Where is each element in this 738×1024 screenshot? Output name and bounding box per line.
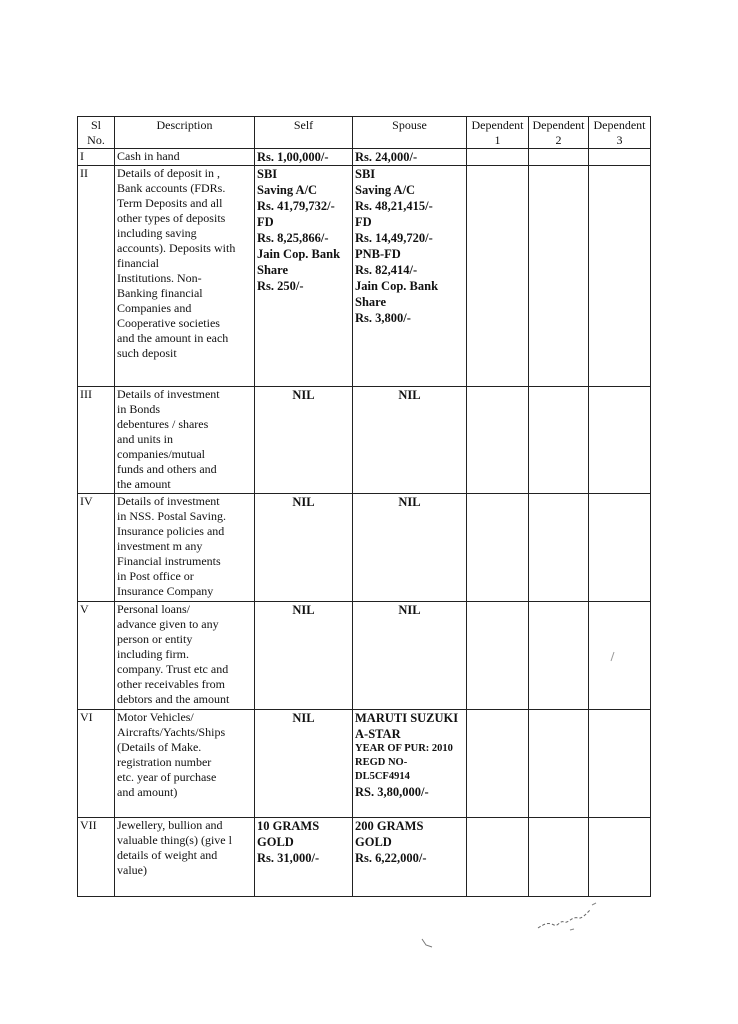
- signature-scribble: [530, 900, 610, 935]
- spouse-cell: NIL: [353, 387, 467, 494]
- description-cell: Motor Vehicles/ Aircrafts/Yachts/Ships (Details of Make. registration number etc. year of purchase and amount): [115, 710, 255, 818]
- dependent-3-cell: [589, 387, 651, 494]
- header-sl: Sl No.: [78, 117, 115, 149]
- dependent-1-cell: [467, 494, 529, 602]
- self-cell: Rs. 1,00,000/-: [255, 149, 353, 166]
- dependent-1-cell: [467, 818, 529, 897]
- spouse-cell: SBI Saving A/C Rs. 48,21,415/- FD Rs. 14,49,720/- PNB-FD Rs. 82,414/- Jain Cop. Bank Share Rs. 3,800/-: [353, 166, 467, 387]
- dependent-2-cell: [529, 494, 589, 602]
- dependent-2-cell: [529, 818, 589, 897]
- spouse-cell: 200 GRAMS GOLD Rs. 6,22,000/-: [353, 818, 467, 897]
- header-spouse: Spouse: [353, 117, 467, 149]
- dependent-2-cell: [529, 149, 589, 166]
- spouse-cell: NIL: [353, 602, 467, 710]
- header-description: Description: [115, 117, 255, 149]
- description-cell: Details of investment in Bonds debentures / shares and units in companies/mutual funds and others and the amount: [115, 387, 255, 494]
- header-self: Self: [255, 117, 353, 149]
- dependent-3-cell: [589, 710, 651, 818]
- dependent-3-cell: [589, 149, 651, 166]
- row-number: V: [78, 602, 115, 710]
- row-number: I: [78, 149, 115, 166]
- self-cell: 10 GRAMS GOLD Rs. 31,000/-: [255, 818, 353, 897]
- dependent-2-cell: [529, 602, 589, 710]
- dependent-3-cell: [589, 166, 651, 387]
- spouse-cell: Rs. 24,000/-: [353, 149, 467, 166]
- description-cell: Details of investment in NSS. Postal Saving. Insurance policies and investment m any Financial instruments in Post office or Insurance Company: [115, 494, 255, 602]
- table-row: [78, 166, 651, 387]
- spouse-cell: NIL: [353, 494, 467, 602]
- description-cell: Jewellery, bullion and valuable thing(s) (give l details of weight and value): [115, 818, 255, 897]
- header-dependent-3: Dependent 3: [589, 117, 651, 149]
- dependent-1-cell: [467, 149, 529, 166]
- row-number: VII: [78, 818, 115, 897]
- table-row: [78, 494, 651, 602]
- table-row: [78, 387, 651, 494]
- dependent-1-cell: [467, 710, 529, 818]
- header-dependent-1: Dependent 1: [467, 117, 529, 149]
- description-cell: Details of deposit in , Bank accounts (FDRs. Term Deposits and all other types of deposits including saving accounts). Deposits with financial Institutions. Non- Banking financial Companies and Cooperative societies and the amount in each such deposit: [115, 166, 255, 387]
- row-number: VI: [78, 710, 115, 818]
- dependent-1-cell: [467, 602, 529, 710]
- row-number: III: [78, 387, 115, 494]
- table-row: [78, 602, 651, 710]
- dependent-2-cell: [529, 166, 589, 387]
- table-row: [78, 818, 651, 897]
- description-cell: Personal loans/ advance given to any person or entity including firm. company. Trust etc and other receivables from debtors and the amount: [115, 602, 255, 710]
- dependent-2-cell: [529, 710, 589, 818]
- dependent-1-cell: [467, 166, 529, 387]
- ink-mark: [418, 935, 438, 951]
- assets-table: [77, 116, 651, 897]
- table-row: [78, 149, 651, 166]
- header-dependent-2: Dependent 2: [529, 117, 589, 149]
- dependent-3-cell: [589, 494, 651, 602]
- table-row: [78, 710, 651, 818]
- dependent-1-cell: [467, 387, 529, 494]
- self-cell: NIL: [255, 494, 353, 602]
- dependent-3-cell: [589, 602, 651, 710]
- self-cell: SBI Saving A/C Rs. 41,79,732/- FD Rs. 8,25,866/- Jain Cop. Bank Share Rs. 250/-: [255, 166, 353, 387]
- dependent-3-cell: [589, 818, 651, 897]
- dependent-2-cell: [529, 387, 589, 494]
- ink-mark: [608, 650, 618, 664]
- self-cell: NIL: [255, 602, 353, 710]
- row-number: IV: [78, 494, 115, 602]
- spouse-cell: MARUTI SUZUKI A-STAR YEAR OF PUR: 2010 REGD NO- DL5CF4914 RS. 3,80,000/-: [353, 710, 467, 818]
- self-cell: NIL: [255, 387, 353, 494]
- self-cell: NIL: [255, 710, 353, 818]
- description-cell: Cash in hand: [115, 149, 255, 166]
- row-number: II: [78, 166, 115, 387]
- header-row: [78, 117, 651, 149]
